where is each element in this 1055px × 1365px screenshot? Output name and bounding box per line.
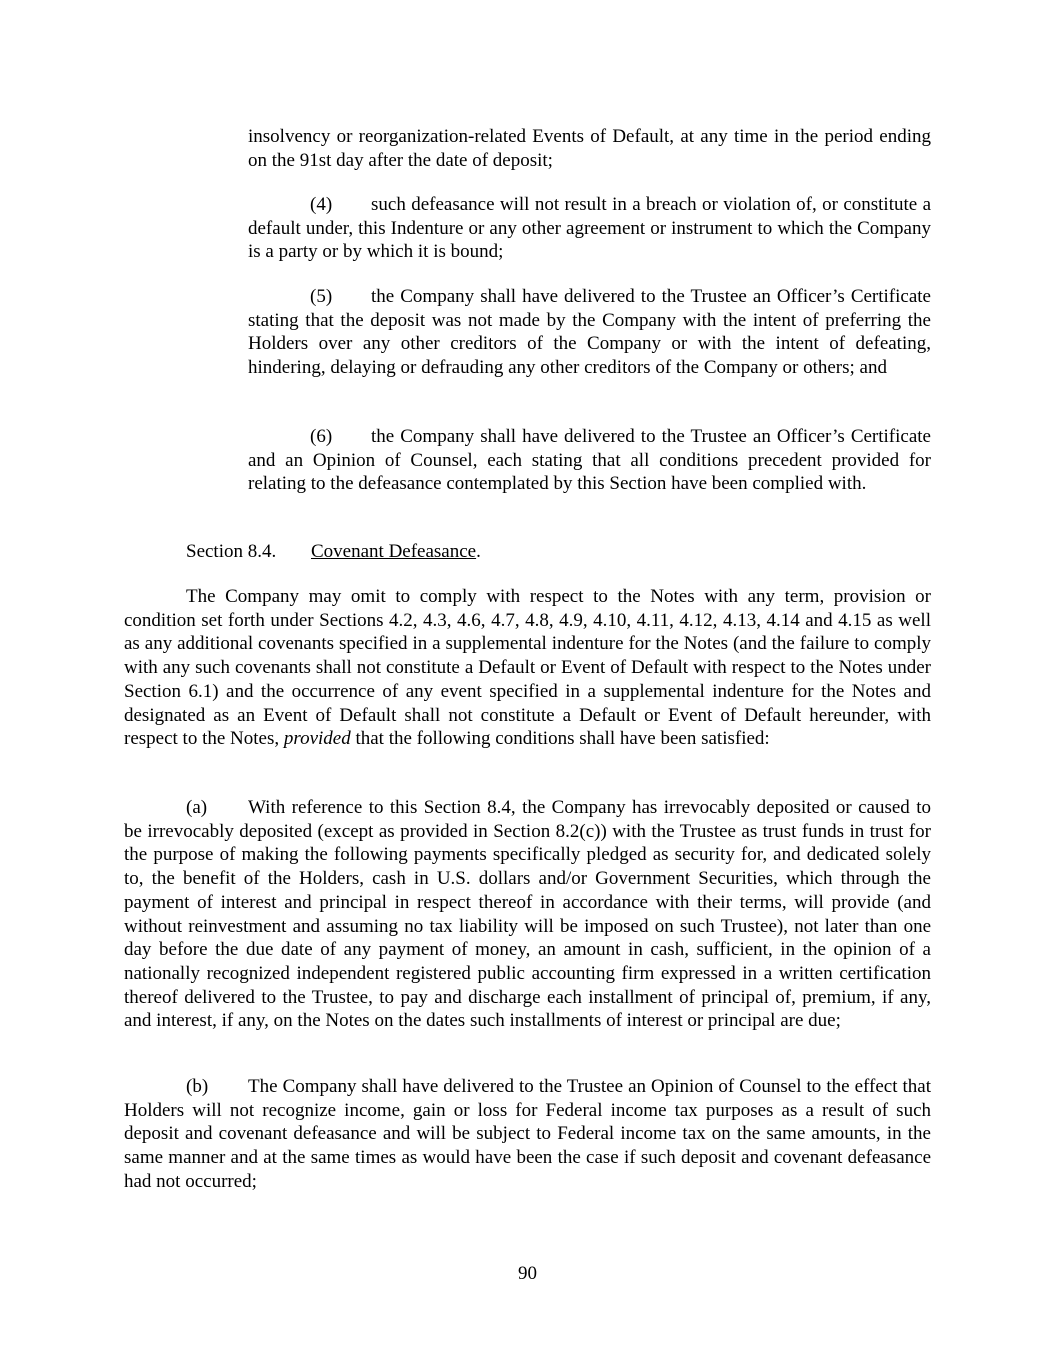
- section-heading: [186, 540, 481, 564]
- body-text-end: that the following conditions shall have been satisfied:: [350, 728, 770, 750]
- page-number: 90: [518, 1263, 537, 1284]
- section-title-end: .: [476, 541, 481, 562]
- clause-text: such defeasance will not result in a breach or violation of, or constitute a default under, this Indenture or any other agreement or instrument to which the Company is a party or by which it is bound;: [248, 194, 931, 263]
- clause-6: [248, 425, 931, 496]
- clause-4: [248, 193, 931, 264]
- clause-5: [248, 285, 931, 380]
- condition-a: [124, 796, 931, 1033]
- clause-label: (5): [310, 286, 333, 307]
- body-italic: provided: [283, 728, 351, 750]
- clause-text: the Company shall have delivered to the Trustee an Officer’s Certificate stating that the deposit was not made by the Company with the intent of preferring the Holders over any other creditors of the Company or with the intent of defeating, hindering, delaying or defrauding any other creditors of the Company or others; and: [248, 286, 931, 379]
- section-title: Covenant Defeasance: [311, 541, 477, 562]
- condition-label: (a): [186, 797, 208, 818]
- condition-b: [124, 1075, 931, 1194]
- body-text: The Company may omit to comply with respect to the Notes with any term, provision or condition set forth under Sections 4.2, 4.3, 4.6, 4.7, 4.8, 4.9, 4.10, 4.11, 4.12, 4.13, 4.14 and 4.15 as well as any additional covenants specified in a supplemental indenture for the Notes (and the failure to comply with any such covenants shall not constitute a Default or Event of Default with respect to the Notes under Section 6.1) and the occurrence of any event specified in a supplemental indenture for the Notes and designated as an Event of Default shall not constitute a Default or Event of Default hereunder, with respect to the Notes,: [124, 586, 931, 750]
- clause-text: the Company shall have delivered to the Trustee an Officer’s Certificate and an Opinion of Counsel, each stating that all conditions precedent provided for relating to the defeasance contemplated by this Section have been complied with.: [248, 426, 931, 495]
- condition-text: With reference to this Section 8.4, the Company has irrevocably deposited or caused to be irrevocably deposited (except as provided in Section 8.2(c)) with the Trustee as trust funds in trust for the purpose of making the following payments specifically pledged as security for, and dedicated solely to, the benefit of the Holders, cash in U.S. dollars and/or Government Securities, which through the payment of interest and principal in respect thereof in accordance with their terms, will provide (and without reinvestment and assuming no tax liability will be imposed on such Trustee), not later than one day before the due date of any payment of money, an amount in cash, sufficient, in the opinion of a nationally recognized independent registered public accounting firm expressed in a written certification thereof delivered to the Trustee, to pay and discharge each installment of principal of, premium, if any, and interest, if any, on the Notes on the dates such installments of interest or principal are due;: [124, 797, 931, 1032]
- body-paragraph: [124, 585, 931, 751]
- clause-label: (4): [310, 194, 333, 215]
- clause-label: (6): [310, 426, 333, 447]
- continuation-paragraph: insolvency or reorganization-related Events of Default, at any time in the period ending on the 91st day after the date of deposit;: [248, 126, 931, 171]
- condition-label: (b): [186, 1076, 209, 1097]
- section-number: Section 8.4.: [186, 541, 277, 562]
- condition-text: The Company shall have delivered to the Trustee an Opinion of Counsel to the effect that Holders will not recognize income, gain or loss for Federal income tax purposes as a result of such deposit and covenant defeasance and will be subject to Federal income tax on the same amounts, in the same manner and at the same times as would have been the case if such deposit and covenant defeasance had not occurred;: [124, 1076, 931, 1192]
